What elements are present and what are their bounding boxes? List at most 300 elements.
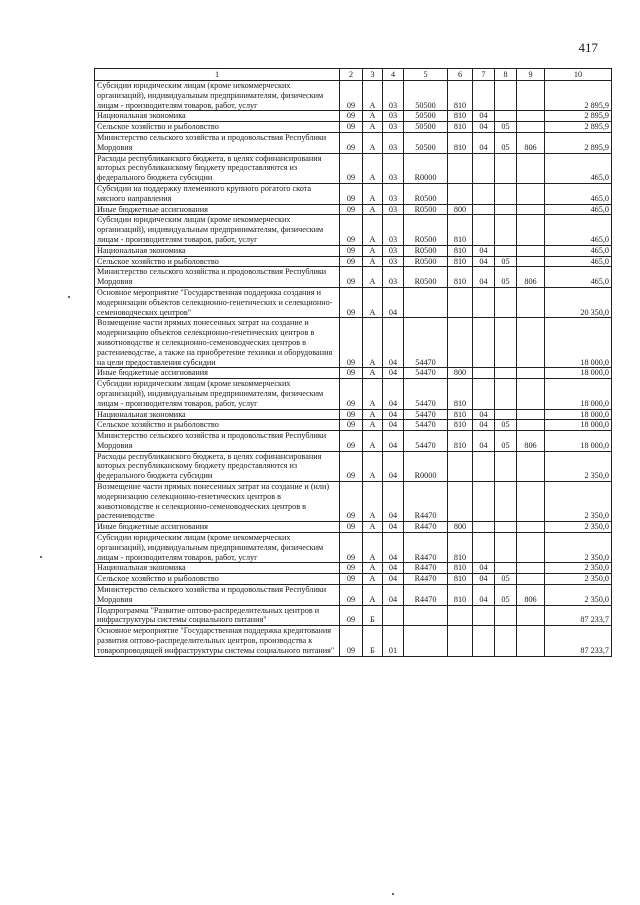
- code-9: [517, 204, 545, 215]
- code-7: [473, 183, 495, 204]
- code-3: А: [363, 368, 383, 379]
- code-9: [517, 563, 545, 574]
- code-7: 04: [473, 132, 495, 153]
- table-row: [95, 605, 612, 626]
- column-header: 8: [495, 69, 517, 81]
- code-7: [473, 318, 495, 368]
- code-4: 04: [383, 533, 404, 563]
- code-4: 04: [383, 287, 404, 317]
- code-9: [517, 122, 545, 133]
- code-6: 810: [448, 585, 473, 606]
- row-name: Сельское хозяйство и рыболовство: [95, 256, 340, 267]
- code-5: 50500: [404, 81, 448, 111]
- code-5: [404, 605, 448, 626]
- code-2: 09: [340, 183, 363, 204]
- code-7: 04: [473, 256, 495, 267]
- code-7: [473, 204, 495, 215]
- code-2: 09: [340, 204, 363, 215]
- code-2: 09: [340, 451, 363, 481]
- code-7: [473, 215, 495, 245]
- code-5: R4470: [404, 574, 448, 585]
- code-9: 806: [517, 132, 545, 153]
- row-name: Возмещение части прямых понесенных затрат на создание и (или) модернизацию селекционно-генетических центров в животноводстве и селекционно-семеноводческих центров в растениеводстве: [95, 482, 340, 522]
- code-9: 806: [517, 431, 545, 452]
- code-7: 04: [473, 563, 495, 574]
- code-2: 09: [340, 368, 363, 379]
- code-4: 04: [383, 574, 404, 585]
- code-2: 09: [340, 379, 363, 409]
- code-5: R0000: [404, 451, 448, 481]
- code-6: 810: [448, 81, 473, 111]
- row-amount: 2 350,0: [545, 563, 612, 574]
- code-2: 09: [340, 267, 363, 288]
- row-name: Субсидии юридическим лицам (кроме некоммерческих организаций), индивидуальным предпринимателям, физическим лицам - производителям товаров, работ, услуг: [95, 533, 340, 563]
- budget-table: [94, 68, 612, 657]
- code-5: R0500: [404, 215, 448, 245]
- code-3: А: [363, 132, 383, 153]
- column-header: 10: [545, 69, 612, 81]
- row-name: Субсидии на поддержку племенного крупного рогатого скота мясного направления: [95, 183, 340, 204]
- code-6: [448, 153, 473, 183]
- code-7: 04: [473, 431, 495, 452]
- code-3: А: [363, 379, 383, 409]
- code-7: [473, 533, 495, 563]
- code-9: [517, 482, 545, 522]
- table-row: [95, 522, 612, 533]
- code-7: 04: [473, 420, 495, 431]
- code-6: 810: [448, 132, 473, 153]
- code-9: 806: [517, 585, 545, 606]
- code-6: 810: [448, 563, 473, 574]
- code-9: [517, 379, 545, 409]
- code-4: 04: [383, 318, 404, 368]
- row-amount: 465,0: [545, 153, 612, 183]
- row-amount: 2 350,0: [545, 522, 612, 533]
- row-name: Министерство сельского хозяйства и продовольствия Республики Мордовия: [95, 267, 340, 288]
- code-2: 09: [340, 574, 363, 585]
- code-5: R0000: [404, 153, 448, 183]
- code-6: 810: [448, 533, 473, 563]
- code-6: 810: [448, 122, 473, 133]
- row-name: Сельское хозяйство и рыболовство: [95, 420, 340, 431]
- code-6: [448, 605, 473, 626]
- code-7: [473, 522, 495, 533]
- code-3: А: [363, 318, 383, 368]
- code-2: 09: [340, 132, 363, 153]
- code-2: 09: [340, 585, 363, 606]
- row-name: Иные бюджетные ассигнования: [95, 368, 340, 379]
- code-9: [517, 574, 545, 585]
- code-5: 50500: [404, 111, 448, 122]
- code-5: 50500: [404, 132, 448, 153]
- code-3: А: [363, 409, 383, 420]
- row-amount: 18 000,0: [545, 379, 612, 409]
- code-9: [517, 605, 545, 626]
- table-row: [95, 111, 612, 122]
- code-9: [517, 626, 545, 656]
- code-3: А: [363, 111, 383, 122]
- table-row: [95, 482, 612, 522]
- code-6: [448, 287, 473, 317]
- code-4: 03: [383, 153, 404, 183]
- table-row: [95, 245, 612, 256]
- code-5: R4470: [404, 585, 448, 606]
- row-name: Основное мероприятие "Государственная поддержка создания и модернизации объектов селекционно-генетических и селекционно-семеноводческих центров": [95, 287, 340, 317]
- code-7: 04: [473, 111, 495, 122]
- code-3: А: [363, 267, 383, 288]
- code-4: 03: [383, 256, 404, 267]
- code-9: [517, 287, 545, 317]
- code-2: 09: [340, 256, 363, 267]
- code-3: А: [363, 245, 383, 256]
- table-row: [95, 368, 612, 379]
- code-4: 04: [383, 409, 404, 420]
- code-6: 810: [448, 215, 473, 245]
- code-3: А: [363, 482, 383, 522]
- code-6: 810: [448, 431, 473, 452]
- code-6: 800: [448, 204, 473, 215]
- code-7: [473, 626, 495, 656]
- code-8: [495, 153, 517, 183]
- code-6: 800: [448, 522, 473, 533]
- code-8: 05: [495, 256, 517, 267]
- code-2: 09: [340, 533, 363, 563]
- row-amount: 465,0: [545, 256, 612, 267]
- code-3: А: [363, 451, 383, 481]
- code-4: [383, 605, 404, 626]
- row-name: Иные бюджетные ассигнования: [95, 522, 340, 533]
- code-3: А: [363, 533, 383, 563]
- code-2: 09: [340, 122, 363, 133]
- code-3: А: [363, 183, 383, 204]
- code-2: 09: [340, 482, 363, 522]
- code-4: 03: [383, 122, 404, 133]
- code-6: [448, 482, 473, 522]
- code-9: [517, 111, 545, 122]
- code-8: [495, 204, 517, 215]
- column-header: 1: [95, 69, 340, 81]
- code-8: 05: [495, 132, 517, 153]
- row-name: Министерство сельского хозяйства и продовольствия Республики Мордовия: [95, 132, 340, 153]
- scan-speck: [68, 296, 70, 298]
- row-amount: 18 000,0: [545, 318, 612, 368]
- code-6: [448, 318, 473, 368]
- code-4: 04: [383, 585, 404, 606]
- code-2: 09: [340, 409, 363, 420]
- code-8: [495, 563, 517, 574]
- row-name: Национальная экономика: [95, 111, 340, 122]
- row-amount: 2 350,0: [545, 585, 612, 606]
- code-2: 09: [340, 81, 363, 111]
- code-5: R4470: [404, 482, 448, 522]
- code-6: 810: [448, 379, 473, 409]
- code-8: [495, 318, 517, 368]
- code-3: А: [363, 574, 383, 585]
- row-name: Национальная экономика: [95, 409, 340, 420]
- row-name: Субсидии юридическим лицам (кроме некоммерческих организаций), индивидуальным предпринимателям, физическим лицам - производителям товаров, работ, услуг: [95, 215, 340, 245]
- code-9: [517, 153, 545, 183]
- code-4: 03: [383, 81, 404, 111]
- code-7: 04: [473, 122, 495, 133]
- table-row: [95, 267, 612, 288]
- code-8: [495, 81, 517, 111]
- row-amount: 465,0: [545, 204, 612, 215]
- code-8: [495, 409, 517, 420]
- scan-speck: [392, 893, 394, 895]
- code-2: 09: [340, 287, 363, 317]
- row-amount: 18 000,0: [545, 368, 612, 379]
- code-2: 09: [340, 605, 363, 626]
- code-9: 806: [517, 267, 545, 288]
- code-4: 01: [383, 626, 404, 656]
- code-7: [473, 287, 495, 317]
- code-7: 04: [473, 245, 495, 256]
- code-8: [495, 379, 517, 409]
- row-name: Иные бюджетные ассигнования: [95, 204, 340, 215]
- table-row: [95, 183, 612, 204]
- code-2: 09: [340, 420, 363, 431]
- column-header: 4: [383, 69, 404, 81]
- code-6: 810: [448, 256, 473, 267]
- code-9: [517, 522, 545, 533]
- code-5: 54470: [404, 368, 448, 379]
- code-5: R0500: [404, 256, 448, 267]
- table-header-row: [95, 69, 612, 81]
- table-row: [95, 409, 612, 420]
- table-row: [95, 420, 612, 431]
- code-9: [517, 256, 545, 267]
- table-row: [95, 318, 612, 368]
- code-4: 04: [383, 368, 404, 379]
- code-5: 54470: [404, 420, 448, 431]
- code-8: [495, 482, 517, 522]
- row-name: Сельское хозяйство и рыболовство: [95, 574, 340, 585]
- row-name: Национальная экономика: [95, 245, 340, 256]
- code-6: 800: [448, 368, 473, 379]
- row-amount: 465,0: [545, 267, 612, 288]
- row-name: Расходы республиканского бюджета, в целях софинансирования которых республиканскому бюджету предоставляются из федерального бюджета субсидии: [95, 153, 340, 183]
- code-4: 03: [383, 111, 404, 122]
- code-4: 03: [383, 215, 404, 245]
- code-3: Б: [363, 605, 383, 626]
- table-row: [95, 287, 612, 317]
- table-row: [95, 122, 612, 133]
- code-4: 03: [383, 132, 404, 153]
- table-row: [95, 431, 612, 452]
- column-header: 6: [448, 69, 473, 81]
- code-7: 04: [473, 409, 495, 420]
- code-8: [495, 245, 517, 256]
- code-5: R0500: [404, 245, 448, 256]
- page-number: 417: [578, 40, 598, 55]
- code-3: А: [363, 585, 383, 606]
- code-5: 54470: [404, 318, 448, 368]
- code-6: 810: [448, 574, 473, 585]
- code-8: [495, 215, 517, 245]
- code-5: 54470: [404, 431, 448, 452]
- code-9: [517, 81, 545, 111]
- code-9: [517, 409, 545, 420]
- code-3: А: [363, 122, 383, 133]
- table-row: [95, 451, 612, 481]
- row-amount: 465,0: [545, 183, 612, 204]
- code-9: [517, 533, 545, 563]
- row-amount: 2 895,9: [545, 132, 612, 153]
- code-8: 05: [495, 574, 517, 585]
- column-header: 9: [517, 69, 545, 81]
- code-8: [495, 287, 517, 317]
- code-8: 05: [495, 122, 517, 133]
- table-row: [95, 533, 612, 563]
- code-6: [448, 183, 473, 204]
- code-8: 05: [495, 267, 517, 288]
- code-4: 04: [383, 379, 404, 409]
- code-7: 04: [473, 574, 495, 585]
- code-9: [517, 451, 545, 481]
- table-row: [95, 563, 612, 574]
- code-3: А: [363, 287, 383, 317]
- row-amount: 465,0: [545, 215, 612, 245]
- code-8: [495, 626, 517, 656]
- code-3: А: [363, 431, 383, 452]
- table-row: [95, 585, 612, 606]
- row-name: Субсидии юридическим лицам (кроме некоммерческих организаций), индивидуальным предпринимателям, физическим лицам - производителям товаров, работ, услуг: [95, 379, 340, 409]
- row-amount: 2 350,0: [545, 451, 612, 481]
- code-6: [448, 451, 473, 481]
- table-row: [95, 626, 612, 656]
- column-header: 5: [404, 69, 448, 81]
- code-2: 09: [340, 111, 363, 122]
- code-8: [495, 533, 517, 563]
- table-row: [95, 153, 612, 183]
- row-amount: 2 895,9: [545, 81, 612, 111]
- code-2: 09: [340, 626, 363, 656]
- row-amount: 18 000,0: [545, 420, 612, 431]
- code-9: [517, 420, 545, 431]
- code-9: [517, 368, 545, 379]
- code-2: 09: [340, 215, 363, 245]
- row-amount: 87 233,7: [545, 626, 612, 656]
- column-header: 2: [340, 69, 363, 81]
- code-8: [495, 451, 517, 481]
- row-amount: 2 350,0: [545, 574, 612, 585]
- row-amount: 2 895,9: [545, 122, 612, 133]
- code-4: 03: [383, 267, 404, 288]
- code-7: [473, 482, 495, 522]
- code-3: А: [363, 81, 383, 111]
- row-amount: 465,0: [545, 245, 612, 256]
- row-amount: 20 350,0: [545, 287, 612, 317]
- code-3: А: [363, 215, 383, 245]
- code-9: [517, 183, 545, 204]
- row-name: Возмещение части прямых понесенных затрат на создание и модернизацию объектов селекционно-генетических центров в животноводстве и селекционно-семеноводческих центров в растениеводстве, а также на приобретение техники и оборудования на цели предоставления субсидии: [95, 318, 340, 368]
- code-2: 09: [340, 563, 363, 574]
- table-row: [95, 204, 612, 215]
- code-8: [495, 183, 517, 204]
- row-amount: 2 895,9: [545, 111, 612, 122]
- row-amount: 87 233,7: [545, 605, 612, 626]
- row-name: Министерство сельского хозяйства и продовольствия Республики Мордовия: [95, 585, 340, 606]
- code-2: 09: [340, 245, 363, 256]
- code-6: 810: [448, 267, 473, 288]
- row-name: Расходы республиканского бюджета, в целях софинансирования которых республиканскому бюджету предоставляются из федерального бюджета субсидии: [95, 451, 340, 481]
- code-5: R4470: [404, 522, 448, 533]
- code-5: 54470: [404, 409, 448, 420]
- code-5: R0500: [404, 183, 448, 204]
- code-5: R4470: [404, 563, 448, 574]
- table-row: [95, 574, 612, 585]
- row-name: Основное мероприятие "Государственная поддержка кредитования развития оптово-распределительных центров, производства к товаропроводящей инфраструктуры системы социального питания": [95, 626, 340, 656]
- code-5: [404, 626, 448, 656]
- column-header: 3: [363, 69, 383, 81]
- code-9: [517, 318, 545, 368]
- row-name: Субсидии юридическим лицам (кроме некоммерческих организаций), индивидуальным предпринимателям, физическим лицам - производителям товаров, работ, услуг: [95, 81, 340, 111]
- code-6: 810: [448, 245, 473, 256]
- code-2: 09: [340, 522, 363, 533]
- code-9: [517, 245, 545, 256]
- code-4: 03: [383, 183, 404, 204]
- code-7: [473, 451, 495, 481]
- code-4: 03: [383, 204, 404, 215]
- code-4: 03: [383, 245, 404, 256]
- code-5: R0500: [404, 204, 448, 215]
- row-name: Подпрограмма "Развитие оптово-распределительных центров и инфраструктуры системы социального питания": [95, 605, 340, 626]
- code-8: [495, 522, 517, 533]
- row-name: Национальная экономика: [95, 563, 340, 574]
- code-7: [473, 605, 495, 626]
- code-3: Б: [363, 626, 383, 656]
- row-amount: 18 000,0: [545, 409, 612, 420]
- code-5: 50500: [404, 122, 448, 133]
- code-4: 04: [383, 431, 404, 452]
- code-6: [448, 626, 473, 656]
- code-2: 09: [340, 431, 363, 452]
- code-8: [495, 111, 517, 122]
- code-2: 09: [340, 318, 363, 368]
- table-row: [95, 81, 612, 111]
- code-6: 810: [448, 409, 473, 420]
- row-name: Министерство сельского хозяйства и продовольствия Республики Мордовия: [95, 431, 340, 452]
- row-name: Сельское хозяйство и рыболовство: [95, 122, 340, 133]
- code-6: 810: [448, 111, 473, 122]
- code-4: 04: [383, 482, 404, 522]
- code-9: [517, 215, 545, 245]
- code-4: 04: [383, 420, 404, 431]
- code-7: [473, 153, 495, 183]
- code-3: А: [363, 204, 383, 215]
- code-3: А: [363, 563, 383, 574]
- table-row: [95, 215, 612, 245]
- code-8: 05: [495, 585, 517, 606]
- code-5: R4470: [404, 533, 448, 563]
- code-7: [473, 379, 495, 409]
- code-8: [495, 605, 517, 626]
- code-8: 05: [495, 420, 517, 431]
- code-2: 09: [340, 153, 363, 183]
- code-5: 54470: [404, 379, 448, 409]
- code-3: А: [363, 522, 383, 533]
- row-amount: 18 000,0: [545, 431, 612, 452]
- code-8: [495, 368, 517, 379]
- code-8: 05: [495, 431, 517, 452]
- code-5: [404, 287, 448, 317]
- code-3: А: [363, 420, 383, 431]
- code-4: 04: [383, 451, 404, 481]
- table-row: [95, 379, 612, 409]
- column-header: 7: [473, 69, 495, 81]
- row-amount: 2 350,0: [545, 533, 612, 563]
- table-row: [95, 132, 612, 153]
